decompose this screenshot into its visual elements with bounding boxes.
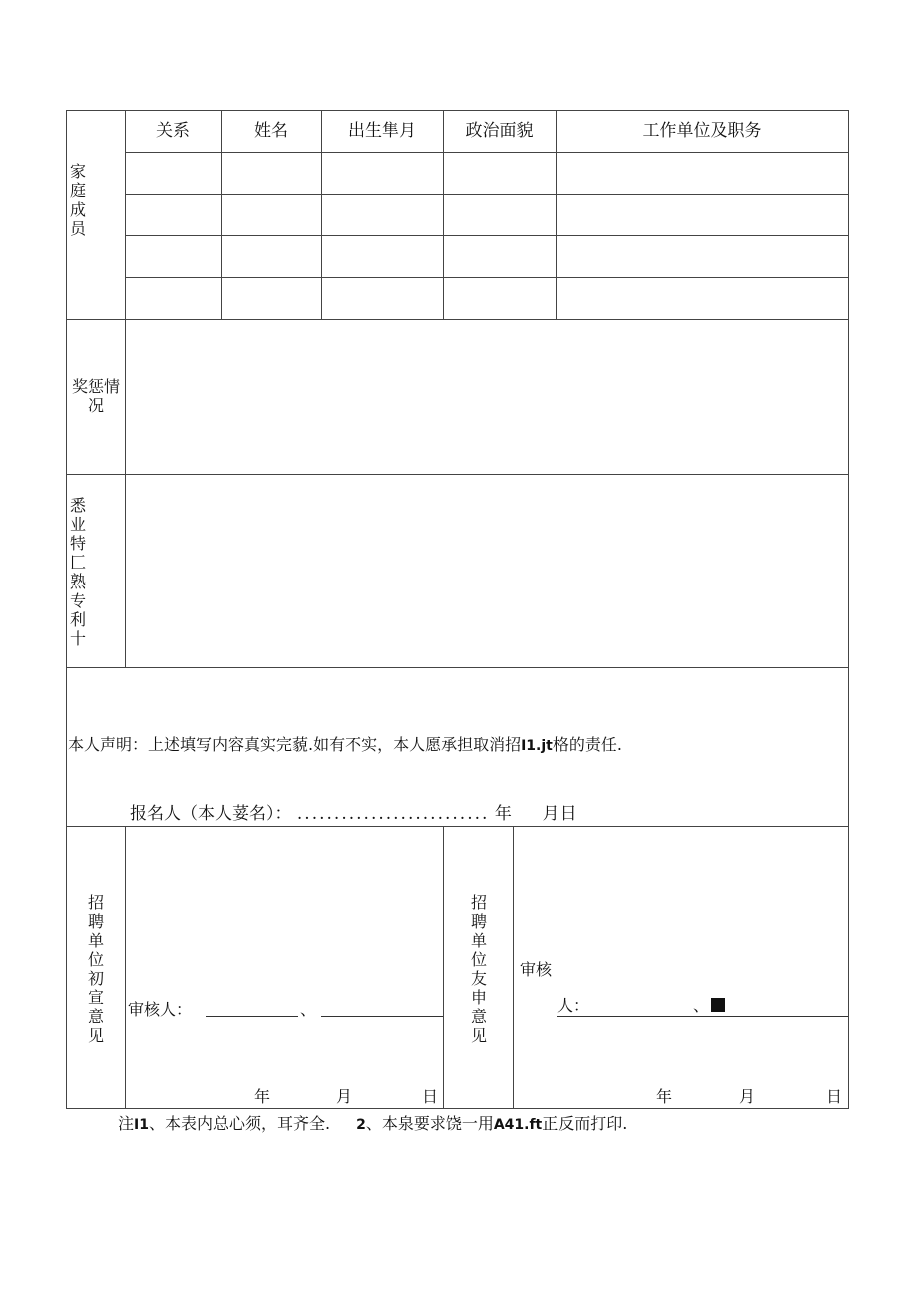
final-reviewer-signature-line[interactable] — [557, 1016, 848, 1017]
declaration-text-a: 本人声明：上述填写内容真实完藐.如有不实，本人愿承担取消招 — [68, 735, 522, 754]
family-cell[interactable] — [222, 153, 321, 194]
section-line — [66, 667, 849, 668]
family-cell[interactable] — [322, 153, 443, 194]
initial-year: 年 — [254, 1087, 271, 1106]
border-bottom — [66, 1108, 849, 1109]
initial-month: 月 — [336, 1087, 353, 1106]
family-cell[interactable] — [126, 278, 221, 319]
specialty-label: 悉业特匚熟专利十 — [69, 496, 86, 648]
section-line — [66, 826, 849, 827]
filled-square-icon — [711, 998, 725, 1012]
family-cell[interactable] — [557, 195, 848, 236]
family-cell[interactable] — [557, 278, 848, 319]
awards-field[interactable] — [126, 320, 848, 474]
header-relation: 关系 — [156, 121, 190, 141]
footnote-b: I1 — [134, 1117, 149, 1133]
specialty-field[interactable] — [126, 475, 848, 667]
footnote-f: A41.ft — [493, 1117, 543, 1133]
signer-line — [130, 804, 577, 824]
footnote-a: 注 — [118, 1114, 135, 1133]
review-label-line — [513, 826, 514, 1109]
border-left — [66, 110, 67, 1109]
final-separator-mark: 、 — [693, 996, 710, 1015]
declaration-text — [68, 735, 622, 756]
family-cell[interactable] — [322, 236, 443, 277]
family-cell[interactable] — [222, 195, 321, 236]
family-cell[interactable] — [222, 236, 321, 277]
signature-dots[interactable]: .......................... — [296, 804, 490, 824]
footnote-e: 、本泉要求饶一用 — [365, 1114, 494, 1133]
border-top — [66, 110, 849, 111]
family-cell[interactable] — [444, 278, 556, 319]
family-cell[interactable] — [222, 278, 321, 319]
footnote-g: 正反而打印. — [542, 1114, 628, 1133]
final-year: 年 — [656, 1087, 673, 1106]
family-cell[interactable] — [126, 236, 221, 277]
family-cell[interactable] — [322, 278, 443, 319]
family-cell[interactable] — [322, 195, 443, 236]
family-label: 家庭成员 — [69, 162, 86, 238]
review-label-line — [125, 826, 126, 1109]
family-cell[interactable] — [444, 195, 556, 236]
footnote — [118, 1114, 627, 1135]
family-cell[interactable] — [126, 195, 221, 236]
awards-label: 奖惩情况 — [71, 377, 120, 415]
header-politics: 政治面貌 — [465, 121, 534, 141]
final-reviewer-label-a: 审核 — [520, 960, 553, 979]
family-cell[interactable] — [444, 236, 556, 277]
final-review-label: 招聘单位友申意见 — [470, 893, 487, 1045]
declaration-text-c: 格的责任. — [552, 735, 622, 754]
footnote-c: 、本表内总心须，耳齐全. — [148, 1114, 331, 1133]
family-cell[interactable] — [557, 153, 848, 194]
application-form — [66, 110, 849, 1109]
initial-review-label: 招聘单位初宣意见 — [87, 893, 104, 1045]
header-name: 姓名 — [254, 121, 288, 141]
initial-reviewer-signature-line-2[interactable] — [321, 1016, 443, 1017]
footnote-d: 2 — [356, 1117, 366, 1133]
declaration-month-day: 月日 — [542, 804, 577, 824]
initial-reviewer-label: 审核人： — [128, 1000, 193, 1019]
family-cell[interactable] — [557, 236, 848, 277]
initial-separator: 、 — [300, 1000, 317, 1019]
initial-day: 日 — [422, 1087, 439, 1106]
header-birth: 出生隼月 — [348, 121, 416, 141]
final-reviewer-label-b: 人： — [557, 996, 590, 1015]
declaration-year: 年 — [494, 804, 512, 824]
header-workplace: 工作单位及职务 — [642, 121, 762, 141]
review-split-line — [443, 826, 444, 1109]
family-cell[interactable] — [444, 153, 556, 194]
declaration-text-b: I1.jt — [521, 738, 553, 754]
signer-label: 报名人（本人荽名）： — [130, 804, 292, 824]
family-cell[interactable] — [126, 153, 221, 194]
border-right — [848, 110, 849, 1109]
initial-reviewer-signature-line[interactable] — [206, 1016, 298, 1017]
final-day: 日 — [826, 1087, 843, 1106]
final-month: 月 — [739, 1087, 756, 1106]
final-separator — [693, 996, 725, 1016]
